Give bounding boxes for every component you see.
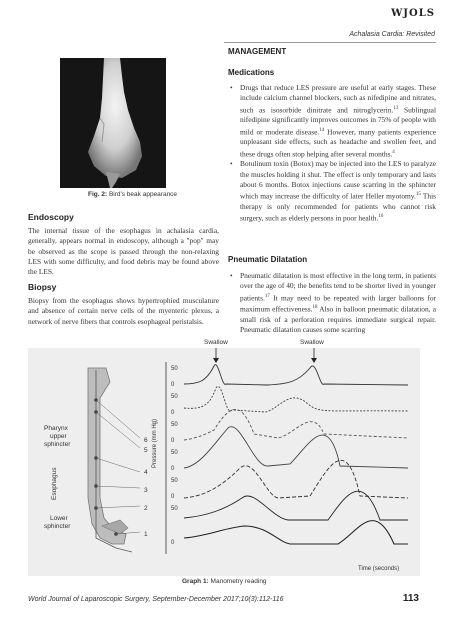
time-axis-label: Time (seconds) xyxy=(358,566,400,572)
upper-label: upper xyxy=(50,433,67,440)
biopsy-paragraph: Biopsy from the esophagus shows hypertrophied musculature and absence of certain nerve cells of the myenteric plexus, a network of nerve fibers that controls esophageal peristalsis. xyxy=(28,296,219,326)
endoscopy-heading: Endoscopy xyxy=(28,212,74,222)
pneumatic-bullet-1: • Pneumatic dilatation is most effective in the long term, in patients over the age of 40; the benefits tend to be shorter lived in younger patients.$^{17}$ It may need to be repeated with larger balloons for maximum effectiveness.$^{18}$ Also in balloon pneumatic dilatation, a small risk of a perforation requires immediate surgical repair. Pneumatic dilatation causes some scarring xyxy=(240,271,436,336)
axis-tick: 0 xyxy=(171,540,175,546)
graph-1-caption-text: Manometry reading xyxy=(210,578,267,585)
journal-name: WJOLS xyxy=(391,8,435,19)
sensor-number-3: 3 xyxy=(144,487,148,494)
figure-2-caption xyxy=(88,191,177,198)
figure-2-caption-text: Bird's beak appearance xyxy=(108,191,178,198)
figure-2-label: Fig. 2: xyxy=(88,191,108,198)
footer-citation: World Journal of Laparoscopic Surgery, September-December 2017;10(3):112-116 xyxy=(28,596,284,603)
esophagus-label: Esophagus xyxy=(51,467,58,500)
axis-tick: 0 xyxy=(171,494,175,500)
graph-1-label: Graph 1: xyxy=(182,578,209,585)
axis-tick: 0 xyxy=(171,382,175,388)
biopsy-heading: Biopsy xyxy=(28,282,57,292)
medications-bullet-2: • Botulinum toxin (Botox) may be injected into the LES to paralyze the muscles holding it shut. The effect is only temporary and lasts about 6 months. Botox injections cause scarring in the sphincter which may increase the difficulty of later Heller myotomy.$^{15}$ This therapy is only recommended for patients who cannot risk surgery, such as elderly persons in poor health.$^{16}$ xyxy=(240,159,436,224)
swallow-label-2: Swallow xyxy=(300,339,324,346)
sensor-number-4: 4 xyxy=(144,469,148,476)
management-heading: MANAGEMENT xyxy=(228,47,287,56)
endoscopy-paragraph: The internal tissue of the esophagus in achalasia cardia, generally, appears normal in endoscopy, although a "pop" may be observed as the scope is passed through the non-relaxing LES with some difficulty, and food debris may be found above the LES. xyxy=(28,226,219,277)
sensor-number-2: 2 xyxy=(144,505,148,512)
sensor-number-1: 1 xyxy=(144,531,148,538)
sensor-number-5: 5 xyxy=(144,447,148,454)
upper-sphincter-label: sphincter xyxy=(44,441,71,448)
axis-tick: 0 xyxy=(171,466,175,472)
axis-tick: 50 xyxy=(171,450,178,456)
medications-bullet-1: • Drugs that reduce LES pressure are useful at early stages. These include calcium channel blockers, such as nifedipine and nitrates, such as isosorbide dinitrate and nitroglycerin.$^{13}$ Sublingual nifedipine significantly improves outcomes in 75% of people with mild or moderate disease.$^{14}$ However, many patients experience unpleasant side effects, such as headache and swollen feet, and these drugs often stop helping after several months.$^4$ xyxy=(240,83,436,159)
sensor-number-6: 6 xyxy=(144,437,148,444)
lower-sphincter-label: sphincter xyxy=(44,523,71,530)
axis-tick: 50 xyxy=(171,366,178,372)
pharynx-label: Pharynx xyxy=(44,425,68,432)
axis-tick: 0 xyxy=(171,438,175,444)
axis-tick: 50 xyxy=(171,422,178,428)
pressure-axis-label: Pressure (mm Hg) xyxy=(152,418,158,468)
graph-1-manometry xyxy=(28,339,420,576)
axis-tick: 0 xyxy=(171,410,175,416)
axis-tick: 50 xyxy=(171,394,178,400)
header-rule xyxy=(224,42,436,43)
page-number: 113 xyxy=(402,593,419,604)
lower-label: Lower xyxy=(50,515,68,522)
running-title: Achalasia Cardia: Revisited xyxy=(349,31,435,38)
figure-2-image xyxy=(60,58,166,188)
graph-1-caption xyxy=(182,578,267,585)
axis-tick: 50 xyxy=(171,506,178,512)
medications-heading: Medications xyxy=(228,68,275,77)
pneumatic-list xyxy=(228,271,436,336)
pneumatic-dilatation-heading: Pneumatic Dilatation xyxy=(228,255,308,264)
axis-tick: 50 xyxy=(171,478,178,484)
medications-list xyxy=(228,83,436,224)
swallow-label-1: Swallow xyxy=(204,339,228,346)
